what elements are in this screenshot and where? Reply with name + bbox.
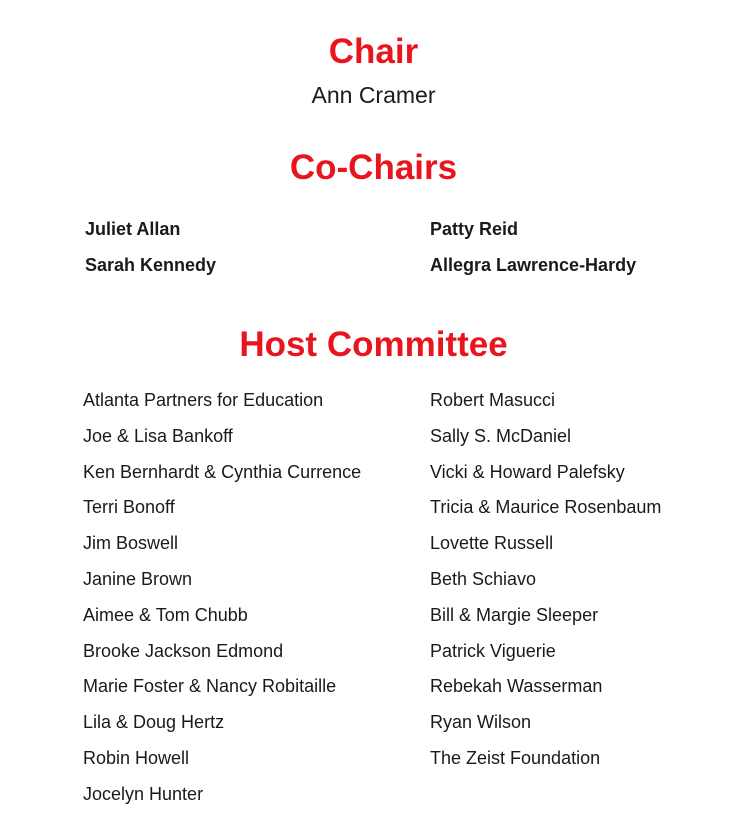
cochair-name: Patty Reid [430,219,519,239]
cochair-name: Juliet Allan [85,219,181,239]
host-member: Aimee & Tom Chubb [83,604,248,625]
host-member: Lovette Russell [430,533,554,554]
host-member: Jim Boswell [83,533,179,554]
chair-heading: Chair [328,32,419,71]
host-member: The Zeist Foundation [430,747,601,768]
cochair-name: Sarah Kennedy [85,255,217,275]
host-member: Joe & Lisa Bankoff [83,425,233,446]
host-member: Ryan Wilson [430,712,532,733]
host-member: Ken Bernhardt & Cynthia Currence [83,461,362,482]
host-committee-right-list [430,383,661,777]
host-member: Rebekah Wasserman [430,676,603,697]
host-member: Lila & Doug Hertz [83,712,225,733]
host-member: Terri Bonoff [83,497,175,518]
cochairs-heading: Co-Chairs [289,148,458,187]
host-member: Robert Masucci [430,390,556,410]
cochairs-left-list [85,211,216,283]
host-member: Brooke Jackson Edmond [83,640,284,661]
host-member: Bill & Margie Sleeper [430,604,599,625]
host-member: Sally S. McDaniel [430,425,572,446]
host-member: Patrick Viguerie [430,640,556,661]
host-member: Marie Foster & Nancy Robitaille [83,676,337,697]
host-member: Atlanta Partners for Education [83,390,324,410]
chair-name: Ann Cramer [311,82,436,108]
host-member: Tricia & Maurice Rosenbaum [430,497,662,518]
host-committee-heading: Host Committee [239,325,508,364]
host-member: Vicki & Howard Palefsky [430,461,625,482]
host-member: Janine Brown [83,568,193,589]
cochair-name: Allegra Lawrence-Hardy [430,255,637,275]
host-committee-left-list [83,383,361,813]
cochairs-right-list [430,211,636,283]
host-member: Jocelyn Hunter [83,783,204,804]
host-member: Robin Howell [83,747,190,768]
host-member: Beth Schiavo [430,568,537,589]
